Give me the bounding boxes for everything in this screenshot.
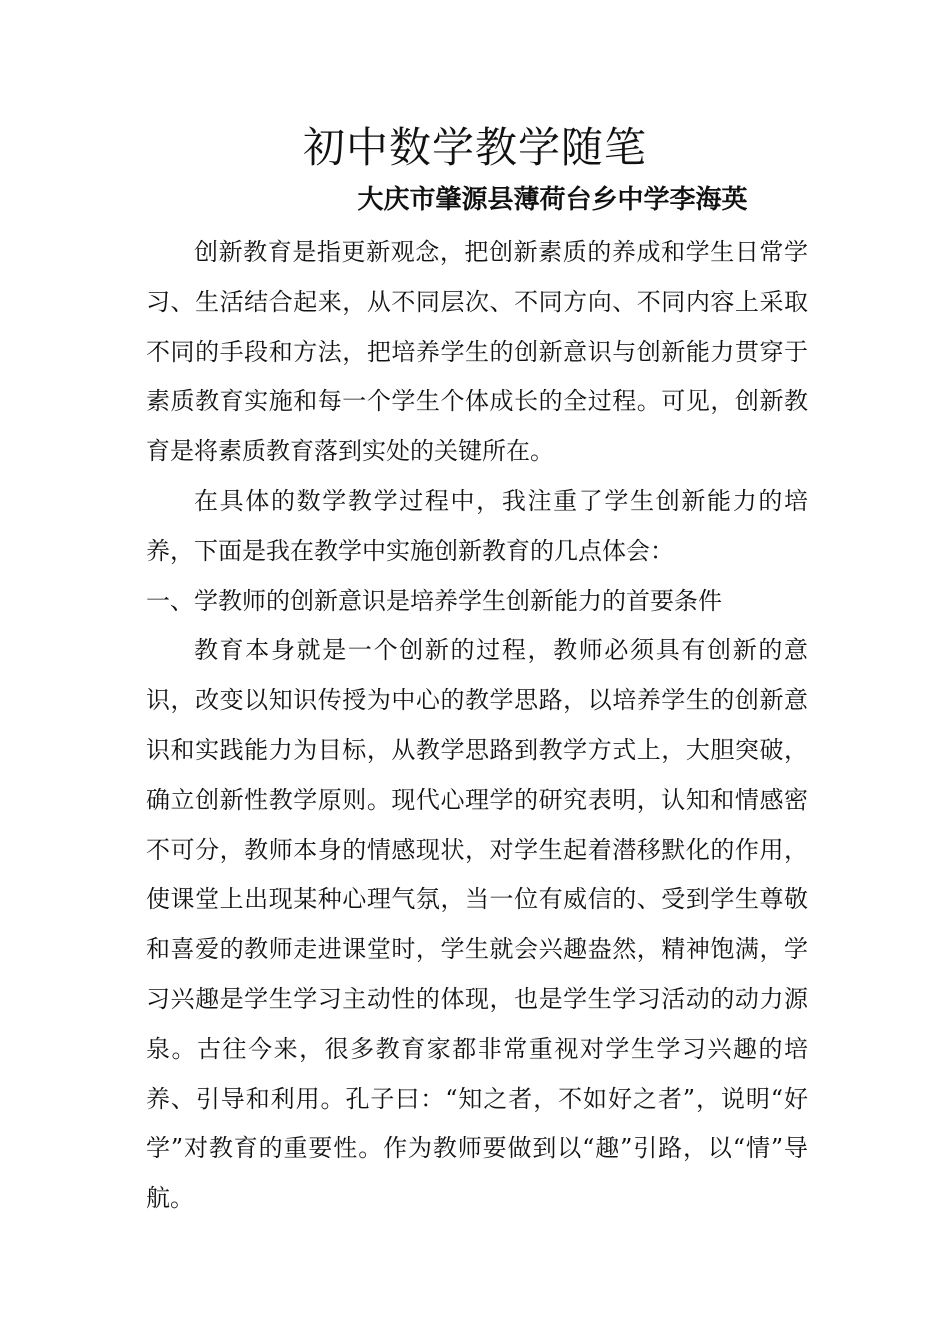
document-title: 初中数学教学随笔	[302, 123, 647, 172]
document-body	[146, 228, 808, 1224]
section-heading-1: 一、学教师的创新意识是培养学生创新能力的首要条件	[146, 586, 722, 615]
paragraph-teacher-innovation: 教育本身就是一个创新的过程，教师必须具有创新的意识，改变以知识传授为中心的教学思路，以培养学生的创新意识和实践能力为目标，从教学思路到教学方式上，大胆突破，确立创新性教学原则。现代心理学的研究表明，认知和情感密不可分，教师本身的情感现状，对学生起着潜移默化的作用，使课堂上出现某种心理气氛，当一位有威信的、受到学生尊敬和喜爱的教师走进课堂时，学生就会兴趣盎然，精神饱满，学习兴趣是学生学习主动性的体现，也是学生学习活动的动力源泉。古往今来，很多教育家都非常重视对学生学习兴趣的培养、引导和利用。孔子曰：“知之者，不如好之者”，说明“好学”对教育的重要性。作为教师要做到以“趣”引路，以“情”导航。	[146, 636, 808, 1213]
paragraph-experience: 在具体的数学教学过程中，我注重了学生创新能力的培养，下面是我在教学中实施创新教育的几点体会：	[146, 486, 808, 565]
paragraph-intro: 创新教育是指更新观念，把创新素质的养成和学生日常学习、生活结合起来，从不同层次、不同方向、不同内容上采取不同的手段和方法，把培养学生的创新意识与创新能力贯穿于素质教育实施和每一个学生个体成长的全过程。可见，创新教育是将素质教育落到实处的关键所在。	[146, 238, 808, 466]
author-line: 大庆市肇源县薄荷台乡中学李海英	[357, 185, 748, 215]
